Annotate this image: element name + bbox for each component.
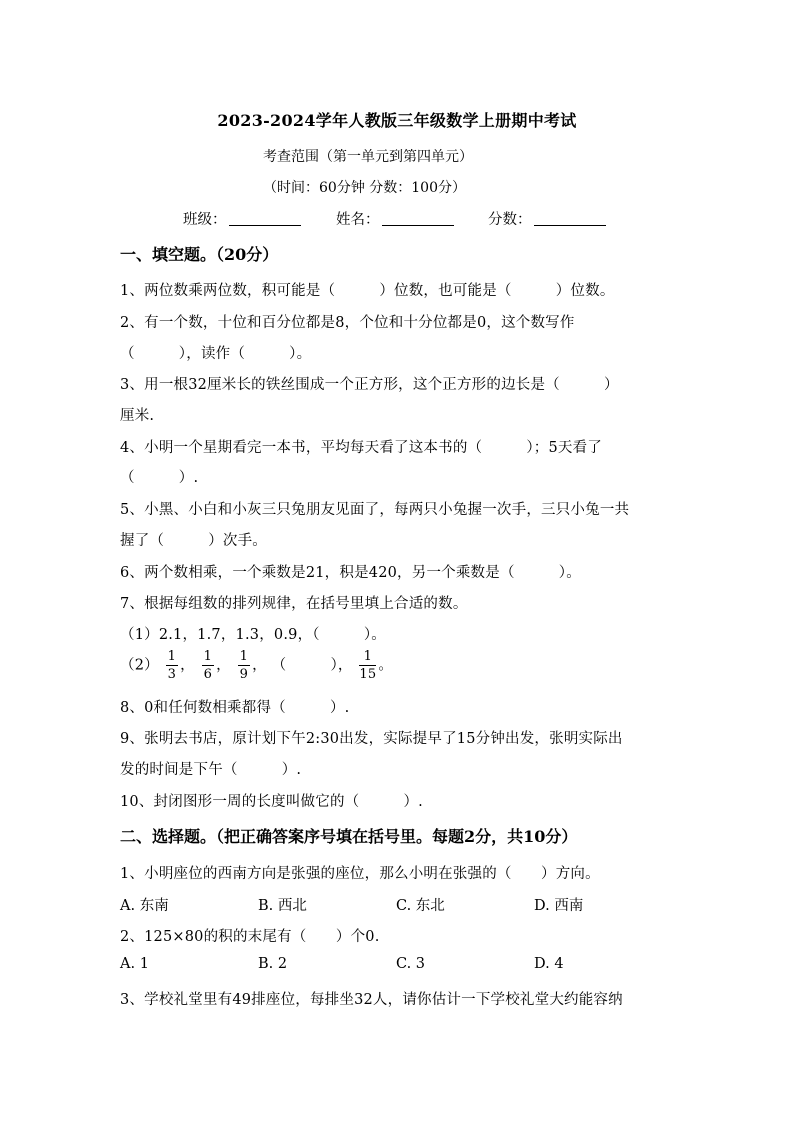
question-2-2: 2、125×80的积的末尾有（ ）个0. [120, 929, 380, 945]
question-1-5a: 5、小黑、小白和小灰三只兔朋友见面了，每两只小兔握一次手，三只小兔一共 [120, 502, 630, 518]
question-2-3: 3、学校礼堂里有49排座位，每排坐32人，请你估计一下学校礼堂大约能容纳 [120, 992, 623, 1008]
q2-1-option-c[interactable]: C. 东北 [396, 898, 445, 914]
q7-2-blank: （ ）， [271, 657, 353, 674]
score-blank[interactable] [534, 211, 606, 226]
question-1-2a: 2、有一个数，十位和百分位都是8，个位和十分位都是0，这个数写作 [120, 315, 575, 331]
class-label: 班级： [183, 212, 227, 228]
question-2-1: 1、小明座位的西南方向是张强的座位，那么小明在张强的（ ）方向。 [120, 866, 600, 882]
question-1-8: 8、0和任何数相乘都得（ ）. [120, 700, 350, 716]
score-label: 分数： [488, 212, 532, 228]
class-blank[interactable] [229, 211, 301, 226]
q7-2-end: 。 [378, 657, 394, 674]
question-1-7-2: （2） $\frac{1}{3}$ ， $\frac{1}{6}$ ， $\frac{1}{9}$ ， （ ）， $\frac{1}{15}$ 。 [120, 649, 394, 682]
q7-2-prefix: （2） [120, 657, 159, 674]
fraction-1-3: $\frac{1}{3}$ [167, 649, 177, 682]
question-1-4b: （ ）. [120, 470, 199, 486]
q2-1-option-b[interactable]: B. 西北 [258, 898, 307, 914]
question-1-3a: 3、用一根32厘米长的铁丝围成一个正方形，这个正方形的边长是（ ） [120, 377, 619, 393]
q2-2-option-b[interactable]: B. 2 [258, 956, 288, 972]
fraction-1-15: $\frac{1}{15}$ [359, 649, 377, 682]
question-1-9a: 9、张明去书店，原计划下午2:30出发，实际提早了15分钟出发，张明实际出 [120, 731, 623, 747]
question-1-4a: 4、小明一个星期看完一本书，平均每天看了这本书的（ ）；5天看了 [120, 440, 602, 456]
q2-2-option-d[interactable]: D. 4 [534, 956, 564, 972]
score-field [488, 208, 606, 229]
q2-1-option-d[interactable]: D. 西南 [534, 898, 584, 914]
exam-scope: 考查范围（第一单元到第四单元） [263, 149, 473, 165]
class-field [183, 208, 301, 229]
q2-2-option-c[interactable]: C. 3 [396, 956, 426, 972]
fraction-1-6: $\frac{1}{6}$ [203, 649, 213, 682]
name-field [336, 208, 454, 229]
question-1-6: 6、两个数相乘，一个乘数是21，积是420，另一个乘数是（ ）。 [120, 565, 581, 581]
question-1-7: 7、根据每组数的排列规律，在括号里填上合适的数。 [120, 596, 468, 612]
question-1-7-1: （1）2.1，1.7，1.3，0.9，（ ）。 [120, 627, 386, 643]
section1-heading: 一、填空题。（20分） [120, 245, 279, 264]
q2-1-option-a[interactable]: A. 东南 [120, 898, 169, 914]
question-1-5b: 握了（ ）次手。 [120, 533, 267, 549]
fraction-1-9: $\frac{1}{9}$ [239, 649, 249, 682]
q2-2-option-a[interactable]: A. 1 [120, 956, 149, 972]
exam-title: 2023-2024学年人教版三年级数学上册期中考试 [217, 111, 577, 130]
exam-time-score: （时间：60分钟 分数：100分） [263, 180, 466, 196]
question-1-2b: （ ），读作（ ）。 [120, 346, 312, 362]
question-1-3b: 厘米. [120, 408, 155, 424]
question-1-9b: 发的时间是下午（ ）. [120, 762, 302, 778]
question-1-1: 1、两位数乘两位数，积可能是（ ）位数，也可能是（ ）位数。 [120, 283, 615, 299]
name-blank[interactable] [382, 211, 454, 226]
question-1-10: 10、封闭图形一周的长度叫做它的（ ）. [120, 794, 423, 810]
section2-heading: 二、选择题。（把正确答案序号填在括号里。每题2分，共10分） [120, 827, 578, 846]
name-label: 姓名： [336, 212, 380, 228]
